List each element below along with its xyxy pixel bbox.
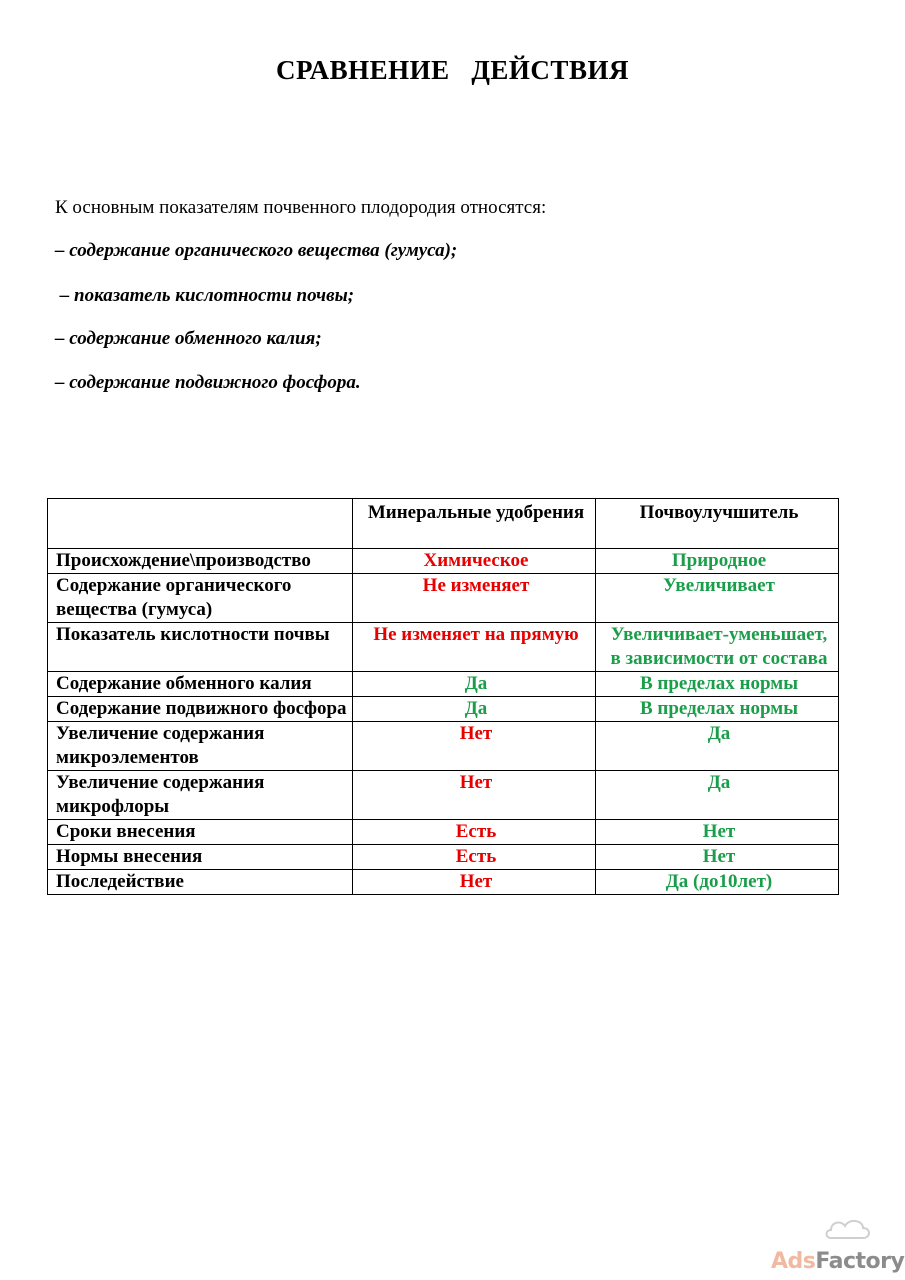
mineral-value: Есть [353,845,596,870]
list-item-potassium: – содержание обменного калия; [55,328,322,349]
row-label: Нормы внесения [48,845,353,870]
row-label: Увеличение содержания микроэлементов [48,722,353,771]
row-label: Содержание органического вещества (гумуса) [48,574,353,623]
table-row [48,870,839,895]
header-cell-empty [48,499,353,549]
list-item-phosphorus: – содержание подвижного фосфора. [55,372,361,393]
improver-value: Да [596,771,839,820]
row-label: Содержание обменного калия [48,672,353,697]
mineral-value: Не изменяет на прямую [353,623,596,672]
row-label: Показатель кислотности почвы [48,623,353,672]
row-label: Происхождение\производство [48,549,353,574]
mineral-value: Химическое [353,549,596,574]
page-title: СРАВНЕНИЕ ДЕЙСТВИЯ [276,55,629,85]
table-row [48,549,839,574]
mineral-value: Нет [353,870,596,895]
comparison-table [47,498,839,895]
table-row [48,574,839,623]
intro-text: К основным показателям почвенного плодородия относятся: [55,197,547,218]
header-cell-mineral-fertilizers: Минеральные удобрения [353,499,596,549]
mineral-value: Да [353,672,596,697]
header-cell-soil-improver: Почвоулучшитель [596,499,839,549]
improver-value: Нет [596,845,839,870]
row-label: Сроки внесения [48,820,353,845]
mineral-value: Есть [353,820,596,845]
improver-value: Увеличивает [596,574,839,623]
improver-value: В пределах нормы [596,672,839,697]
improver-value: Увеличивает-уменьшает, в зависимости от состава [596,623,839,672]
table-row [48,845,839,870]
row-label: Увеличение содержания микрофлоры [48,771,353,820]
row-label: Последействие [48,870,353,895]
list-item-acidity: – показатель кислотности почвы; [55,285,355,306]
table-row [48,771,839,820]
mineral-value: Нет [353,771,596,820]
improver-value: Да [596,722,839,771]
table-row [48,722,839,771]
improver-value: Природное [596,549,839,574]
list-item-humus: – содержание органического вещества (гумуса); [55,240,458,261]
improver-value: Да (до10лет) [596,870,839,895]
table-row [48,672,839,697]
improver-value: Нет [596,820,839,845]
improver-value: В пределах нормы [596,697,839,722]
table-row [48,820,839,845]
mineral-value: Нет [353,722,596,771]
mineral-value: Не изменяет [353,574,596,623]
table-row [48,697,839,722]
watermark-logo: AdsFactory [771,1249,905,1274]
cloud-icon [823,1214,873,1244]
table-header-row [48,499,839,549]
row-label: Содержание подвижного фосфора [48,697,353,722]
table-row [48,623,839,672]
adsfactory-watermark [761,1214,905,1274]
mineral-value: Да [353,697,596,722]
